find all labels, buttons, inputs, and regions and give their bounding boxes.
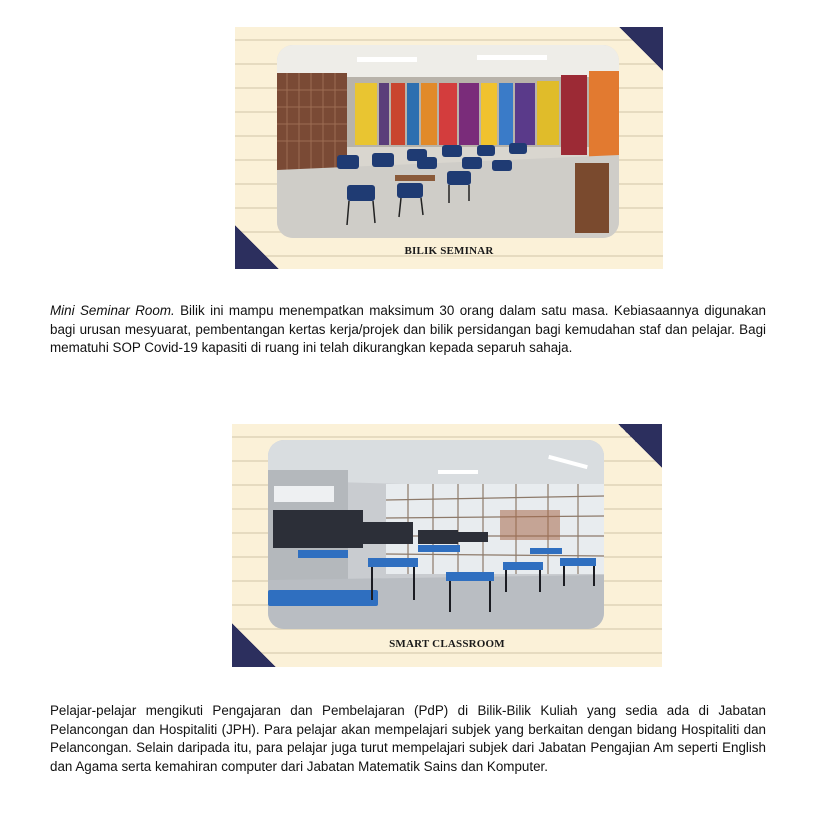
smart-classroom-description: Pelajar-pelajar mengikuti Pengajaran dan Pembelajaran (PdP) di Bilik-Bilik Kuliah yang sedia ada di Jabatan Pelancongan dan Hospitaliti (JPH). Para pelajar akan mempelajari subjek yang berkaitan dengan bidang Hospitaliti dan Pelancongan. Selain daripada itu, para pelajar juga turut mempelajari subjek dari Jabatan Pengajian Am seperti English dan Agama serta kemahiran computer dari Jabatan Matematik Sains dan Komputer. xyxy=(50,703,766,774)
seminar-room-card xyxy=(235,27,663,269)
smart-classroom-photo xyxy=(268,440,604,629)
seminar-room-body: Bilik ini mampu menempatkan maksimum 30 orang dalam satu masa. Kebiasaannya digunakan bagi urusan mesyuarat, pembentangan kertas kerja/projek dan bilik persidangan bagi kemudahan staf dan pelajar. Bagi mematuhi SOP Covid-19 kapasiti di ruang ini telah dikurangkan kepada separuh sahaja. xyxy=(50,303,767,356)
corner-accent-top-right xyxy=(618,424,662,468)
seminar-room-description xyxy=(50,302,766,358)
corner-accent-top-right xyxy=(619,27,663,71)
smart-classroom-card xyxy=(232,424,662,667)
seminar-room-lead: Mini Seminar Room. xyxy=(50,303,175,318)
seminar-room-caption: BILIK SEMINAR xyxy=(404,245,494,257)
seminar-room-photo xyxy=(277,45,619,238)
smart-classroom-caption: SMART CLASSROOM xyxy=(389,638,505,650)
